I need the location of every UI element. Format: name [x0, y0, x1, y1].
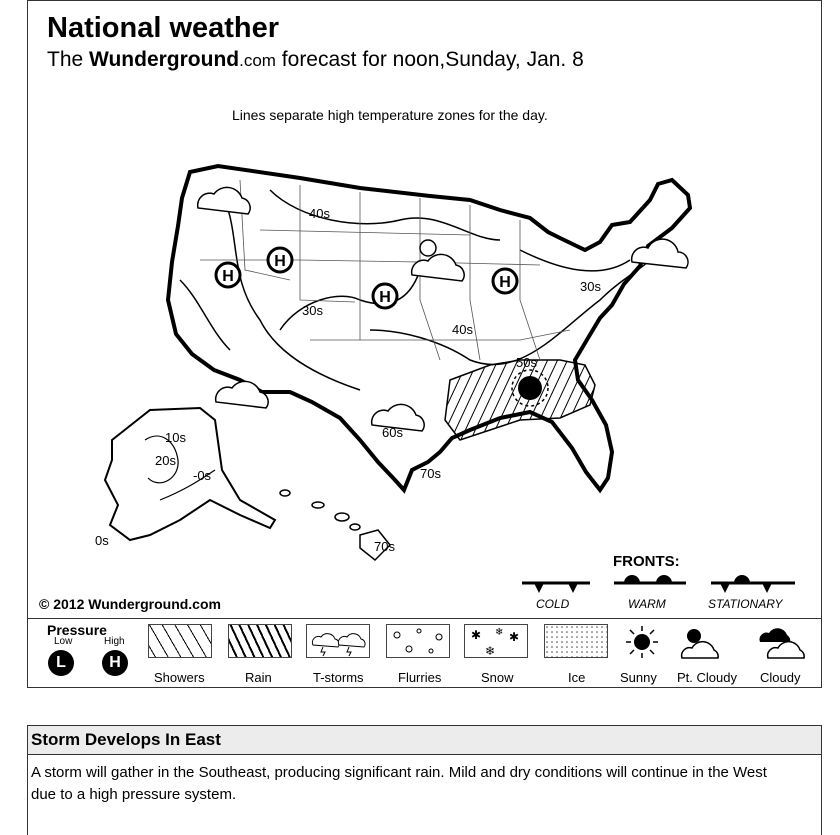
high-pressure-center [268, 248, 292, 272]
legend-tstorms: T-storms [313, 670, 364, 685]
legend-showers: Showers [154, 670, 205, 685]
svg-text:❄: ❄ [485, 644, 496, 657]
high-pressure-icon: H [102, 650, 128, 676]
front-label-cold: COLD [536, 597, 570, 611]
temp-label: 30s [580, 279, 601, 294]
flurries-icon [387, 625, 449, 657]
zone-note: Lines separate high temperature zones for the day. [232, 107, 548, 123]
temp-label: 40s [309, 206, 330, 221]
sun-icon [420, 240, 436, 256]
high-pressure-center [493, 269, 517, 293]
subtitle-suffix: forecast for noon,Sunday, Jan. 8 [275, 48, 584, 71]
ice-swatch [544, 624, 608, 658]
legend-cloudy: Cloudy [760, 670, 801, 685]
cold-front-symbol [522, 583, 590, 593]
temp-label: 50s [516, 355, 537, 370]
tstorm-cloud-icon [307, 625, 369, 657]
legend-snow: Snow [481, 670, 514, 685]
snowflake-icon [465, 625, 527, 657]
subtitle-prefix: The [47, 48, 90, 71]
front-label-stationary: STATIONARY [708, 597, 783, 611]
svg-text:❄: ❄ [495, 627, 504, 638]
story-headline: Storm Develops In East [31, 730, 221, 749]
temp-label: 10s [165, 430, 186, 445]
partly-cloudy-icon [676, 624, 732, 662]
svg-text:✱: ✱ [471, 628, 482, 642]
alaska-outline [105, 408, 275, 540]
pressure-title: Pressure [47, 622, 107, 638]
high-pressure-center [216, 263, 240, 287]
legend-flurries: Flurries [398, 670, 442, 685]
legend-ice: Ice [568, 670, 586, 685]
svg-text:H: H [379, 289, 391, 306]
page-title: National weather [47, 12, 280, 44]
sunny-icon [624, 624, 660, 660]
temp-label: 40s [452, 322, 473, 337]
stationary-front-symbol [711, 575, 795, 593]
fronts-title: FRONTS: [613, 553, 680, 570]
warm-front-symbol [614, 575, 686, 583]
legend-rain: Rain [245, 670, 272, 685]
temp-label: 60s [382, 425, 403, 440]
temp-label: -0s [193, 468, 212, 483]
high-pressure-center [373, 284, 397, 308]
cloudy-icon [754, 624, 814, 662]
temp-label: 0s [95, 533, 109, 548]
low-pressure-icon: L [48, 650, 74, 676]
temp-label: 20s [155, 453, 176, 468]
copyright: © 2012 Wunderground.com [39, 596, 221, 612]
ice-pattern [545, 625, 607, 657]
front-label-warm: WARM [628, 597, 666, 611]
tstorms-swatch [306, 624, 370, 658]
pressure-low-label: Low [54, 636, 73, 647]
legend-sunny: Sunny [620, 670, 657, 685]
temp-label: 70s [374, 539, 395, 554]
flurries-swatch [386, 624, 450, 658]
subtitle-domain: .com [239, 51, 276, 70]
temp-label: 70s [420, 466, 441, 481]
snow-swatch [464, 624, 528, 658]
story-body: A storm will gather in the Southeast, producing significant rain. Mild and dry conditions will continue in the West due to a high pressure system. [31, 764, 767, 803]
svg-text:H: H [274, 253, 286, 270]
temp-label: 30s [302, 303, 323, 318]
svg-text:H: H [499, 274, 511, 291]
showers-swatch [148, 624, 212, 658]
pressure-high-label: High [104, 636, 125, 647]
rain-swatch [228, 624, 292, 658]
legend-partly-cloudy: Pt. Cloudy [677, 670, 737, 685]
svg-text:H: H [222, 268, 234, 285]
subtitle-brand: Wunderground [89, 48, 240, 71]
svg-text:✱: ✱ [509, 630, 520, 644]
